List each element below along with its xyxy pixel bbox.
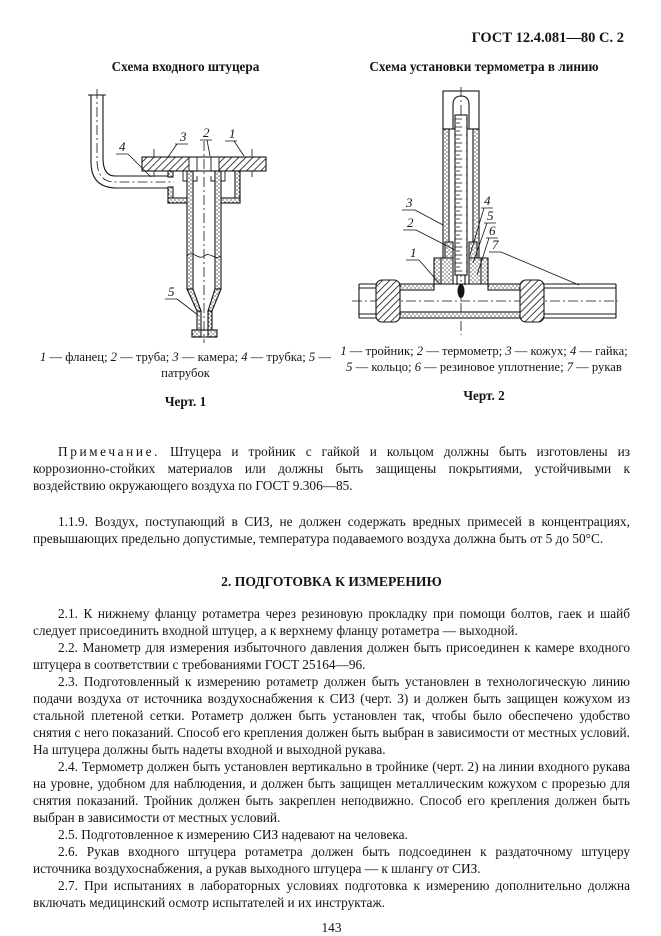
section-2-heading: 2. ПОДГОТОВКА К ИЗМЕРЕНИЮ bbox=[221, 574, 442, 589]
figure-1-title: Схема входного штуцера bbox=[111, 59, 260, 74]
figure-2-title: Схема установки термометра в линию bbox=[369, 59, 599, 74]
note-paragraph bbox=[33, 443, 630, 494]
fig2-callout-5: 5 bbox=[487, 208, 494, 223]
paragraph-2-7: 2.7. При испытаниях в лабораторных условиях подготовка к измерению дополнительно должна включать медицинский осмотр испытателей и их инструктаж. bbox=[33, 878, 630, 910]
note-label: Примечание. bbox=[58, 444, 160, 459]
paragraph-1-1-9: 1.1.9. Воздух, поступающий в СИЗ, не должен содержать вредных примесей в концентрациях, превышающих предельно допустимые, температура подаваемого воздуха должна быть от 5 до 50°С. bbox=[33, 514, 630, 546]
fig2-callout-7: 7 bbox=[492, 237, 499, 252]
fig1-callout-5: 5 bbox=[167, 284, 174, 299]
paragraph-2-3: 2.3. Подготовленный к измерению ротаметр должен быть установлен в технологическую линию подачи воздуха от источника воздухоснабжения к СИЗ (черт. 3) и должен быть защищен кожухом из стальной плетеной сетки. Ротаметр должен быть установлен так, чтобы было обеспечено удобство снятия с него показаний. Способ его крепления должен быть выбран в зависимости от местных условий. На штуцера должны быть надеты входной и выходной рукава. bbox=[33, 674, 630, 757]
figure-1-drawing bbox=[56, 85, 316, 347]
paragraph-2-4: 2.4. Термометр должен быть установлен вертикально в тройнике (черт. 2) на линии входного рукава на уровне, удобном для наблюдения, и должен быть защищен металлическим кожухом с прорезью для снятия показаний. Тройник должен быть закреплен неподвижно. Способ его крепления должен быть выбран в зависимости от местных условий. bbox=[33, 759, 630, 825]
fig1-callout-4: 4 bbox=[118, 139, 125, 154]
fig2-callouts bbox=[402, 193, 579, 285]
paragraph-2-5: 2.5. Подготовленное к измерению СИЗ надевают на человека. bbox=[58, 827, 408, 842]
fig1-callouts bbox=[116, 125, 244, 315]
fig1-nozzle bbox=[192, 311, 217, 337]
fig2-thermometer bbox=[453, 96, 469, 298]
fig2-callout-2: 2 bbox=[407, 215, 414, 230]
figure-1 bbox=[33, 59, 338, 410]
figure-1-caption: 1 — фланец; 2 — труба; 3 — камера; 4 — трубка; 5 — патрубок bbox=[40, 350, 331, 380]
fig2-callout-4: 4 bbox=[484, 193, 491, 208]
fig1-callout-3: 3 bbox=[179, 129, 186, 144]
page-number: 143 bbox=[321, 920, 342, 935]
fig2-callout-6: 6 bbox=[489, 223, 496, 238]
figure-1-number: Черт. 1 bbox=[164, 394, 207, 409]
fig2-callout-1: 1 bbox=[410, 245, 417, 260]
note-text: Штуцера и тройник с гайкой и кольцом должны быть изготовлены из коррозионно-стойких материалов или должны быть защищены покрытиями, устойчивыми к воздействию окружающего воздуха по ГОСТ 9.306—85. bbox=[33, 444, 630, 493]
figure-2 bbox=[338, 59, 630, 410]
fig2-callout-3: 3 bbox=[406, 195, 413, 210]
paragraph-2-1: 2.1. К нижнему фланцу ротаметра через резиновую прокладку при помощи болтов, гаек и шайб следует присоединить входной штуцер, а к верхнему фланцу ротаметра — выходной. bbox=[33, 606, 630, 638]
paragraph-2-2: 2.2. Манометр для измерения избыточного давления должен быть присоединен к камере входного штуцера в соответствии с требованиями ГОСТ 25164—96. bbox=[33, 640, 630, 672]
figures-row bbox=[33, 59, 630, 410]
figure-2-number: Черт. 2 bbox=[463, 388, 505, 403]
figure-2-drawing bbox=[344, 85, 624, 341]
fig1-callout-1: 1 bbox=[228, 126, 235, 141]
paragraph-2-6: 2.6. Рукав входного штуцера ротаметра должен быть подсоединен к раздаточному штуцеру источника воздухоснабжения, а рукав выходного штуцера — к шлангу от СИЗ. bbox=[33, 844, 630, 876]
fig1-callout-2: 2 bbox=[202, 125, 209, 140]
doc-reference: ГОСТ 12.4.081—80 С. 2 bbox=[471, 30, 624, 46]
figure-2-caption: 1 — тройник; 2 — термометр; 3 — кожух; 4 — гайка; 5 — кольцо; 6 — резиновое уплотнение; 7 — рукав bbox=[340, 344, 628, 374]
